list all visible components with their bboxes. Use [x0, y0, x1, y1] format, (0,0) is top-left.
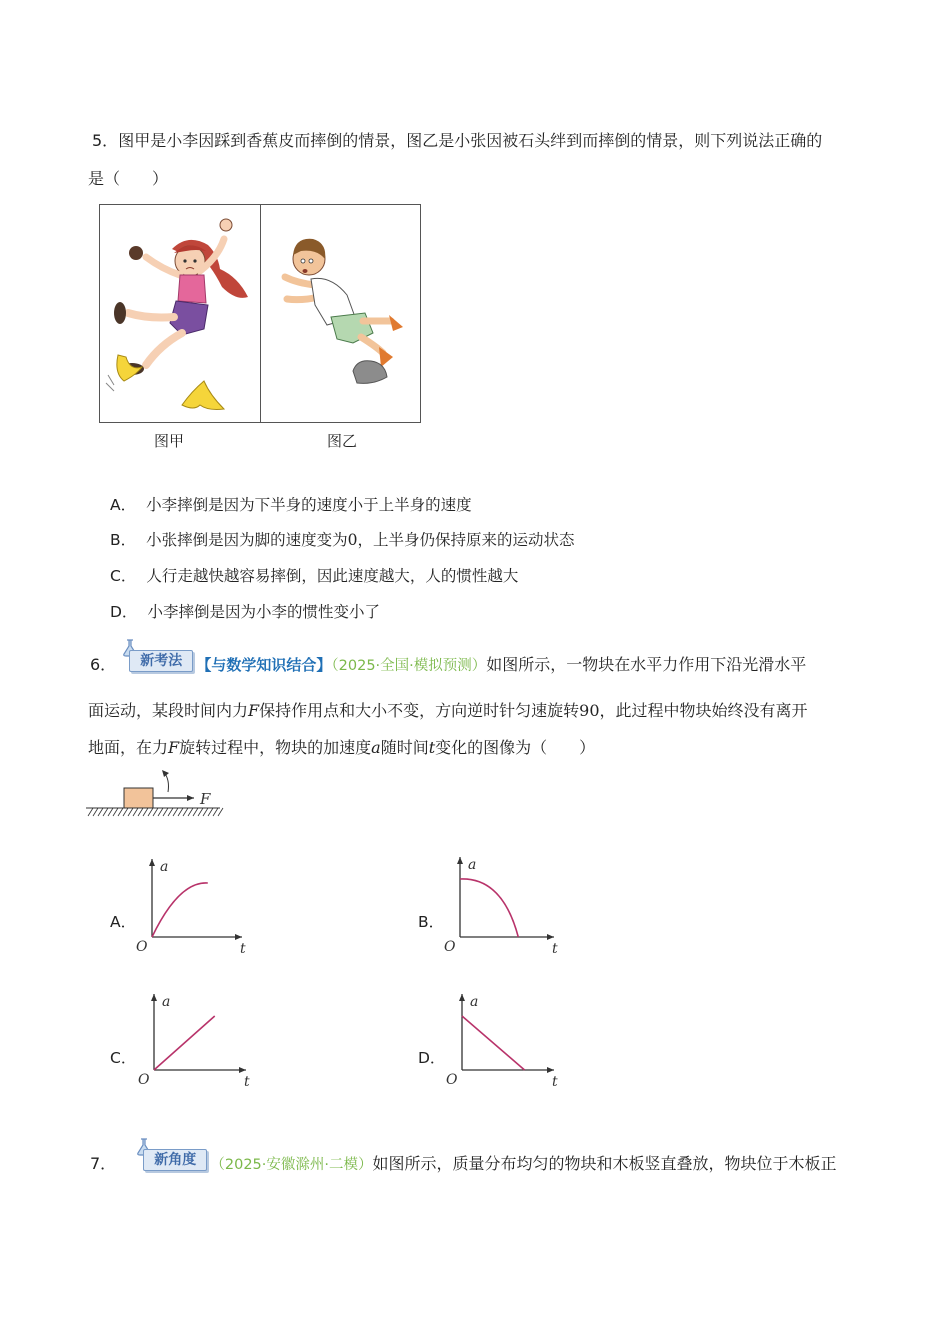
girl-slipping-illustration: [100, 205, 260, 422]
var-a: a: [371, 738, 381, 757]
axis-label-a: a: [162, 994, 171, 1010]
q5-stem-line2: 是（ ）: [88, 169, 169, 188]
origin-label: O: [138, 1072, 150, 1088]
q6-source: （2025·全国·模拟预测）: [331, 658, 487, 674]
q5-option-d[interactable]: [110, 600, 380, 622]
q7-line1: [90, 1145, 837, 1176]
var-t: t: [428, 738, 436, 757]
badge-label: 新考法: [129, 650, 193, 672]
q6-tag: 【与数学知识结合】: [196, 656, 332, 674]
caption-right: 图乙: [327, 432, 358, 450]
ground-hatch: [88, 808, 223, 816]
graph-d: [442, 990, 564, 1088]
q5-line1: [92, 130, 822, 152]
graph-b: [440, 853, 564, 955]
axis-label-a: a: [468, 857, 477, 873]
a-axis-arrow: [459, 994, 465, 1001]
origin-label: O: [446, 1072, 458, 1088]
a-t-curve: [152, 883, 208, 937]
origin-label: O: [136, 939, 148, 955]
q6-line2: [88, 700, 808, 722]
a-t-curve: [462, 1016, 525, 1070]
q5-stem-line1: 图甲是小李因踩到香蕉皮而摔倒的情景，图乙是小张因被石头绊到而摔倒的情景，则下列说法正确的: [118, 131, 823, 150]
option-letter: C．: [110, 567, 137, 585]
axis-label-t: t: [552, 1074, 558, 1088]
angle-90: 90: [579, 701, 600, 720]
t-axis-arrow: [547, 934, 554, 940]
option-letter: C．: [110, 1049, 137, 1067]
a-axis-arrow: [151, 994, 157, 1001]
q7-source: （2025·安徽滁州·二模）: [210, 1157, 373, 1173]
option-text: 小李摔倒是因为下半身的速度小于上半身的速度: [146, 496, 472, 514]
q5-number: 5．: [92, 131, 119, 150]
graph-c: [134, 990, 256, 1088]
q5-figure: [99, 204, 421, 423]
a-t-curve: [154, 1016, 215, 1070]
option-letter: B．: [418, 913, 445, 931]
a-axis-arrow: [457, 857, 463, 864]
option-letter: D．: [110, 603, 138, 621]
t-axis-arrow: [547, 1067, 554, 1073]
axis-label-t: t: [244, 1074, 250, 1088]
axis-label-a: a: [160, 859, 169, 875]
option-text: 小张摔倒是因为脚的速度变为0，上半身仍保持原来的运动状态: [146, 531, 575, 549]
q6-text: 随时间: [380, 738, 429, 757]
option-text: 人行走越快越容易摔倒，因此速度越大，人的惯性越大: [146, 567, 519, 585]
badge-label: 新角度: [143, 1149, 207, 1171]
a-t-curve: [460, 879, 518, 937]
a-axis-arrow: [149, 859, 155, 866]
q5-option-b[interactable]: [110, 528, 575, 550]
var-F: F: [168, 738, 180, 757]
t-axis-arrow: [239, 1067, 246, 1073]
q6-line3: [88, 737, 595, 759]
graph-a: [132, 855, 252, 955]
q6-text: 旋转过程中，物块的加速度: [179, 738, 372, 757]
option-letter: A．: [110, 496, 137, 514]
caption-left: 图甲: [154, 432, 185, 450]
option-letter: B．: [110, 531, 137, 549]
q7-number: 7．: [90, 1154, 117, 1173]
t-axis-arrow: [235, 934, 242, 940]
force-label: F: [200, 790, 211, 808]
q6-number: 6．: [90, 655, 117, 674]
new-angle-badge: [135, 1145, 205, 1169]
axis-label-a: a: [470, 994, 479, 1010]
q6-text: 面运动，某段时间内力: [88, 701, 249, 720]
q6-stem-line1: 如图所示，一物块在水平力作用下沿光滑水平: [486, 655, 807, 674]
q6-text: 变化的图像为（ ）: [435, 738, 596, 757]
option-text: 小李摔倒是因为小李的惯性变小了: [147, 603, 380, 621]
block: [124, 788, 153, 808]
q6-text: ，此过程中物块始终没有离开: [599, 701, 808, 720]
q7-stem: 如图所示，质量分布均匀的物块和木板竖直叠放，物块位于木板正: [372, 1154, 837, 1173]
boy-tripping-illustration: [261, 205, 420, 422]
option-letter: A．: [110, 913, 137, 931]
q6-line1: [90, 646, 806, 677]
origin-label: O: [444, 939, 456, 955]
q6-text: 保持作用点和大小不变，方向逆时针匀速旋转: [259, 701, 580, 720]
block-force-diagram: [84, 768, 234, 824]
q5-option-a[interactable]: [110, 493, 472, 515]
option-letter: D．: [418, 1049, 446, 1067]
var-F: F: [248, 701, 260, 720]
q6-text: 地面，在力: [88, 738, 169, 757]
axis-label-t: t: [552, 941, 558, 955]
q5-option-c[interactable]: [110, 564, 518, 586]
new-method-badge: [121, 646, 191, 670]
axis-label-t: t: [240, 941, 246, 955]
